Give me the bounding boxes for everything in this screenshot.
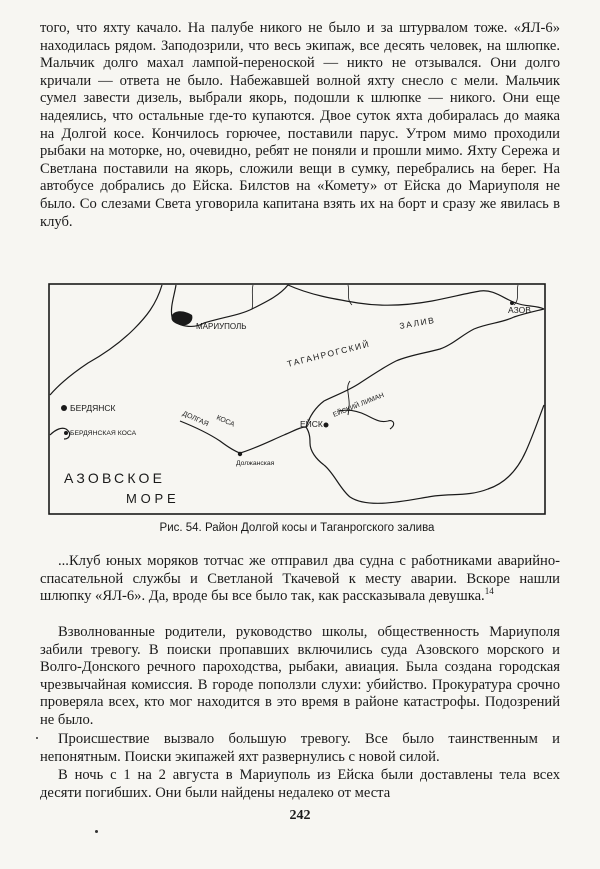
label-yeysk: ЕЙСК — [300, 419, 323, 429]
footnote-ref: 14 — [484, 586, 494, 597]
paragraph-text: ...Клуб юных моряков тотчас же отправил два судна с работниками аварийно-спасательной службы и Светланой Ткачевой к месту аварии. Вскоре нашли шлюпку «ЯЛ-6». Да, вроде бы все было так, как рассказывала девушка. — [40, 553, 560, 605]
label-yeysk-liman: ЕЙСКИЙ ЛИМАН — [332, 391, 386, 419]
label-dolzhanskaya: Должанская — [236, 460, 275, 467]
figure-caption: Рис. 54. Район Долгой косы и Таганрогского залива — [159, 522, 435, 534]
label-kosa: КОСА — [215, 414, 236, 429]
map-figure — [48, 283, 546, 515]
label-berdyansk: БЕРДЯНСК — [70, 403, 116, 413]
label-mariupol: МАРИУПОЛЬ — [196, 322, 247, 331]
scan-speck — [36, 737, 38, 739]
south-coastline — [324, 405, 544, 503]
page-number: 242 — [289, 808, 311, 823]
paragraph: Происшествие вызвало большую тревогу. Все было таинственным и непонятным. Поиски экипажей яхт развернулись с новой силой. — [40, 731, 560, 765]
dolzhanskaya-marker — [238, 452, 242, 456]
map-drawing — [48, 283, 546, 515]
label-azov-sea: АЗОВСКОЕ — [64, 470, 166, 486]
label-azov-city: АЗОВ — [508, 305, 531, 315]
berdyansk-marker — [61, 405, 67, 411]
berdyansk-spit-marker — [64, 431, 68, 435]
label-sea: МОРЕ — [126, 491, 180, 506]
paragraph: В ночь с 1 на 2 августа в Мариуполь из Ейска были доставлены тела всех десяти погибших. Они были найдены недалеко от места — [40, 767, 560, 801]
yeysk-marker — [324, 423, 329, 428]
paragraph: Взволнованные родители, руководство школы, общественность Мариуполя забили тревогу. В поиски пропавших включились суда Азовского морского и Волго-Донского речного пароходства, рыбаки, авиация. Была создана городская чрезвычайная комиссия. В городе поползли слухи: убийство. Прокуратура срочно проверяла всех, кто мог находится в это время в районе катастрофы. Подозрений не было. — [40, 624, 560, 728]
label-dolgaya: ДОЛГАЯ — [181, 410, 210, 429]
paragraph-continuation: того, что яхту качало. На палубе никого не было и за штурвалом тоже. «ЯЛ-6» находилась рядом. Заподозрили, что весь экипаж, все десять человек, на шлюпке. Мальчик долго махал лампой-переноской — никто не отзывался. Они долго кричали — ответа не было. Набежавшей волной яхту снесло с мели. Мальчик сумел завести дизель, выбрали якорь, подошли к шлюпке — никого. Они еще надеялись, что остальные где-то купаются. Двое суток яхта добиралась до маяка на Долгой косе. Кончилось горючее, поставили парус. Утром мимо проходили рыбаки на моторке, но, очевидно, ребят не поняли и прошли мимо. Яхту Сережа и Светлана поставили на якорь, сложили вещи в сумку, перебрались на берег. На автобусе добрались до Ейска. Билстов на «Комету» от Ейска до Мариуполя не было. Со слезами Света уговорила капитана взять их на борт и сразу же явилась в клуб. — [40, 20, 560, 230]
mariupol-city-area — [171, 311, 192, 325]
label-taganrog-gulf: ТАГАНРОГСКИЙ — [286, 338, 372, 369]
north-coastline — [50, 285, 162, 395]
paragraph — [40, 553, 560, 606]
label-gulf: ЗАЛИВ — [398, 314, 437, 331]
river — [252, 285, 253, 309]
gulf-north-coastline — [288, 285, 544, 309]
scan-speck — [95, 830, 98, 833]
label-berdyansk-spit: БЕРДЯНСКАЯ КОСА — [70, 430, 137, 437]
